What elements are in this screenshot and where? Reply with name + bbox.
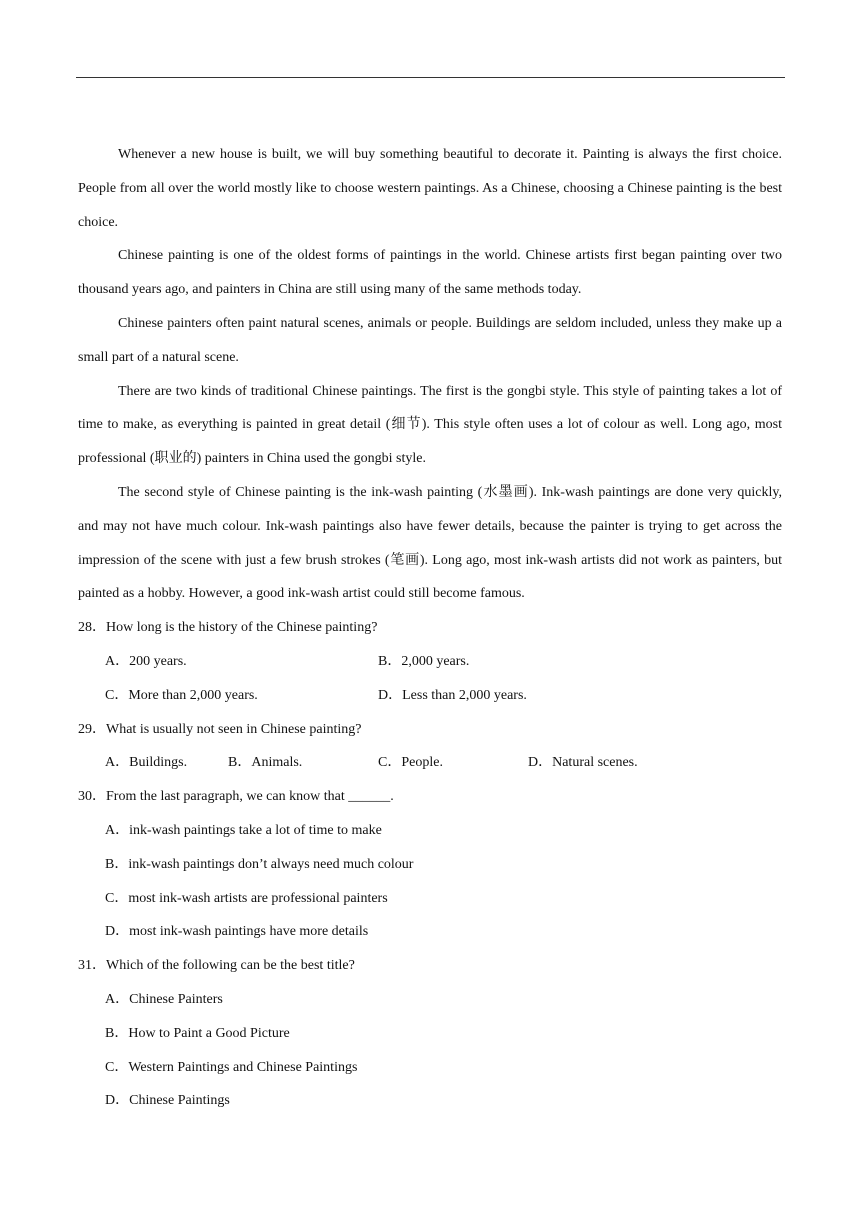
question-28-option-d: D．Less than 2,000 years. bbox=[378, 687, 527, 703]
question-31-option-b: B．How to Paint a Good Picture bbox=[105, 1025, 290, 1041]
question-31-option-c: C．Western Paintings and Chinese Paintings bbox=[105, 1059, 358, 1075]
question-31-option-d: D．Chinese Paintings bbox=[105, 1093, 230, 1109]
question-30-stem: 30．From the last paragraph, we can know that ______. bbox=[78, 789, 394, 805]
question-28-options-row-1 bbox=[78, 645, 782, 679]
question-30-option-c: C．most ink-wash artists are professional painters bbox=[105, 890, 388, 906]
question-31-stem: 31．Which of the following can be the best title? bbox=[78, 958, 355, 974]
passage-paragraph-5: The second style of Chinese painting is the ink-wash painting (水墨画). Ink-wash paintings are done very quickly, and may not have much colour. Ink-wash paintings also have fewer details, because the painter is trying to get across the impression of the scene with just a few brush strokes (笔画). Long ago, most ink-wash artists did not work as painters, but painted as a hobby. However, a good ink-wash artist could still become famous. bbox=[78, 484, 782, 602]
question-28-option-b: B．2,000 years. bbox=[378, 653, 470, 669]
question-30-option-d: D．most ink-wash paintings have more details bbox=[105, 924, 369, 940]
question-28-option-c: C．More than 2,000 years. bbox=[105, 687, 258, 703]
question-28-stem: 28．How long is the history of the Chinese painting? bbox=[78, 620, 378, 636]
passage-paragraph-4: There are two kinds of traditional Chinese paintings. The first is the gongbi style. This style of painting takes a lot of time to make, as everything is painted in great detail (细节). This style often uses a lot of colour as well. Long ago, most professional (职业的) painters in China used the gongbi style. bbox=[78, 383, 782, 467]
document-body bbox=[78, 138, 782, 1118]
question-28-option-a: A．200 years. bbox=[105, 653, 187, 669]
header-rule bbox=[76, 77, 785, 78]
question-29-option-b: B．Animals. bbox=[228, 755, 303, 771]
question-29-options-row bbox=[78, 746, 782, 780]
question-29-option-c: C．People. bbox=[378, 755, 443, 771]
question-31-option-a: A．Chinese Painters bbox=[105, 991, 223, 1007]
passage-paragraph-1: Whenever a new house is built, we will buy something beautiful to decorate it. Painting is always the first choice. People from all over the world mostly like to choose western paintings. As a Chinese, choosing a Chinese painting is the best choice. bbox=[78, 147, 782, 230]
question-29-stem: 29．What is usually not seen in Chinese painting? bbox=[78, 721, 362, 737]
passage-paragraph-2: Chinese painting is one of the oldest forms of paintings in the world. Chinese artists first began painting over two thousand years ago, and painters in China are still using many of the same methods today. bbox=[78, 248, 782, 298]
question-28-options-row-2 bbox=[78, 679, 782, 713]
question-30-option-b: B．ink-wash paintings don’t always need much colour bbox=[105, 856, 414, 872]
question-30-option-a: A．ink-wash paintings take a lot of time to make bbox=[105, 822, 382, 838]
question-29-option-d: D．Natural scenes. bbox=[528, 755, 638, 771]
question-29-option-a: A．Buildings. bbox=[105, 755, 188, 771]
passage-paragraph-3: Chinese painters often paint natural scenes, animals or people. Buildings are seldom included, unless they make up a small part of a natural scene. bbox=[78, 315, 782, 365]
